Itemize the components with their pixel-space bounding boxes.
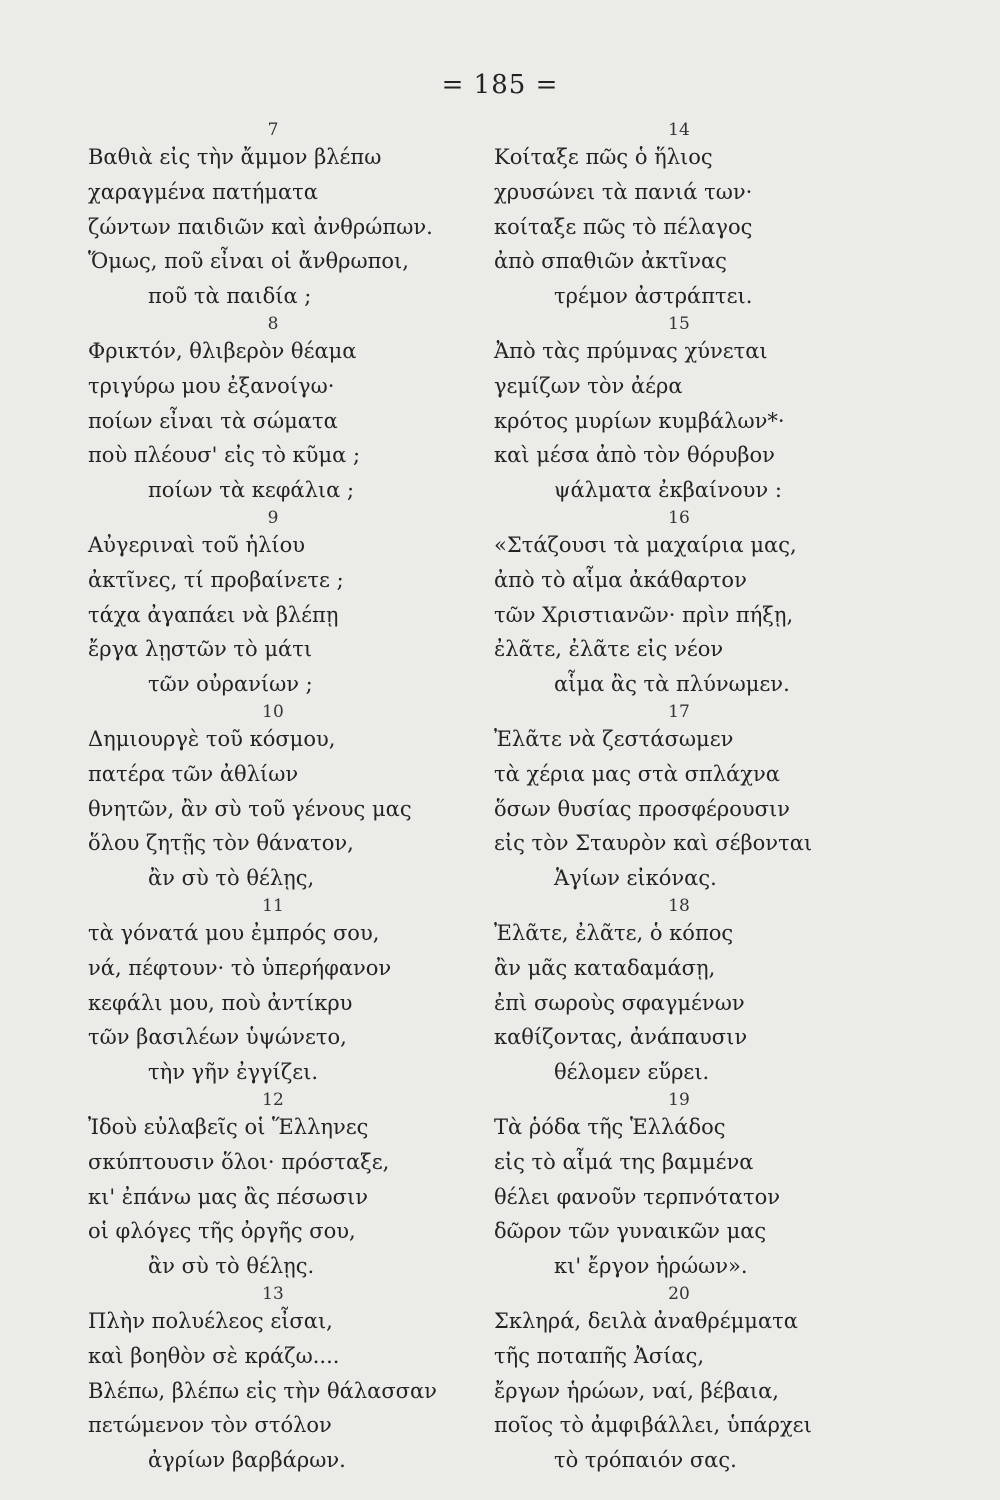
verse-line: σκύπτουσιν ὅλοι· πρόσταξε, [88, 1149, 390, 1174]
verse-line: τὰ γόνατά μου ἐμπρός σου, [88, 920, 380, 945]
verse-line: Ἀπὸ τὰς πρύμνας χύνεται [494, 338, 768, 363]
stanza [494, 120, 874, 314]
stanza-number: 20 [668, 1283, 690, 1304]
stanza [88, 1090, 483, 1284]
verse-line: τρέμον ἀστράπτει. [554, 284, 753, 309]
verse-line: κι' ἔργον ἡρώων». [554, 1254, 748, 1279]
verse-line: ὅλου ζητῇς τὸν θάνατον, [88, 831, 354, 856]
verse-line: εἰς τὸ αἷμά της βαμμένα [494, 1149, 754, 1174]
verse-line: θέλει φανοῦν τερπνότατον [494, 1184, 781, 1209]
verse-line: τὴν γῆν ἐγγίζει. [148, 1060, 318, 1085]
verse-line: ὅσων θυσίας προσφέρουσιν [494, 796, 790, 821]
stanza-number: 15 [668, 313, 690, 334]
verse-line: ζώντων παιδιῶν καὶ ἀνθρώπων. [88, 214, 433, 239]
verse-line: τὰ χέρια μας στὰ σπλάχνα [494, 761, 780, 786]
verse-line: τῶν Χριστιανῶν· πρὶν πήξῃ, [494, 602, 794, 627]
stanza-number: 9 [267, 507, 279, 528]
verse-line: γεμίζων τὸν ἀέρα [494, 373, 683, 398]
verse-line: δῶρον τῶν γυναικῶν μας [494, 1219, 767, 1244]
stanza [88, 702, 483, 896]
verse-line: ποίων εἶναι τὰ σώματα [88, 408, 338, 433]
verse-line: εἰς τὸν Σταυρὸν καὶ σέβονται [494, 831, 813, 856]
verse-line: κι' ἐπάνω μας ἂς πέσωσιν [88, 1184, 368, 1209]
verse-line: ποὺ πλέουσ' εἰς τὸ κῦμα ; [88, 443, 361, 468]
verse-line: Αὐγεριναὶ τοῦ ἡλίου [88, 532, 306, 557]
stanza [88, 1284, 483, 1478]
verse-line: ποῦ τὰ παιδία ; [148, 284, 312, 309]
stanza [88, 120, 483, 314]
verse-line: ἀπὸ τὸ αἷμα ἀκάθαρτον [494, 567, 747, 592]
verse-line: τῆς ποταπῆς Ἀσίας, [494, 1343, 705, 1368]
verse-line: θέλομεν εὕρει. [554, 1060, 710, 1085]
verse-line: ἂν σὺ τὸ θέλῃς. [148, 1254, 315, 1279]
stanza-number: 18 [668, 895, 690, 916]
verse-line: ψάλματα ἐκβαίνουν : [554, 478, 782, 503]
verse-line: Βαθιὰ εἰς τὴν ἄμμον βλέπω [88, 145, 382, 169]
verse-line: ποίων τὰ κεφάλια ; [148, 478, 355, 503]
stanza [88, 896, 483, 1090]
verse-line: Κοίταξε πῶς ὁ ἥλιος [494, 145, 713, 169]
page-number: = 185 = [441, 70, 559, 100]
verse-line: πατέρα τῶν ἀθλίων [88, 761, 299, 786]
verse-line: καθίζοντας, ἀνάπαυσιν [494, 1025, 748, 1050]
verse-line: Ὅμως, ποῦ εἶναι οἱ ἄνθρωποι, [88, 249, 409, 274]
verse-line: χρυσώνει τὰ πανιά των· [494, 179, 753, 204]
verse-line: χαραγμένα πατήματα [88, 179, 318, 204]
verse-line: Ἐλᾶτε νὰ ζεστάσωμεν [494, 726, 734, 751]
verse-line: νά, πέφτουν· τὸ ὑπερήφανον [88, 955, 392, 980]
verse-line: κρότος μυρίων κυμβάλων*· [494, 408, 785, 433]
verse-line: ἐπὶ σωροὺς σφαγμένων [494, 990, 745, 1015]
verse-line: καὶ μέσα ἀπὸ τὸν θόρυβον [494, 443, 775, 468]
verse-line: Ἰδοὺ εὐλαβεῖς οἱ Ἕλληνες [88, 1114, 369, 1139]
stanza [494, 314, 874, 508]
verse-line: τάχα ἀγαπάει νὰ βλέπῃ [88, 602, 339, 627]
stanza [494, 1090, 874, 1284]
verse-line: οἱ φλόγες τῆς ὀργῆς σου, [88, 1219, 356, 1244]
verse-line: ἔργων ἡρώων, ναί, βέβαια, [494, 1378, 779, 1403]
verse-line: τῶν βασιλέων ὑψώνετο, [88, 1025, 347, 1050]
stanza [88, 508, 483, 702]
stanza-number: 13 [262, 1283, 284, 1304]
verse-line: τῶν οὐρανίων ; [148, 672, 313, 697]
verse-line: Δημιουργὲ τοῦ κόσμου, [88, 726, 336, 751]
stanza [494, 508, 874, 702]
verse-line: τὸ τρόπαιόν σας. [554, 1448, 737, 1473]
stanza-number: 10 [262, 701, 284, 722]
stanza [494, 896, 874, 1090]
verse-line: ἀπὸ σπαθιῶν ἀκτῖνας [494, 249, 727, 274]
verse-line: καὶ βοηθὸν σὲ κράζω.... [88, 1343, 340, 1368]
stanza [494, 702, 874, 896]
left-column [88, 120, 483, 1478]
stanza [494, 1284, 874, 1478]
stanza-number: 7 [267, 120, 279, 140]
stanza-number: 8 [267, 313, 279, 334]
verse-line: «Στάζουσι τὰ μαχαίρια μας, [494, 532, 797, 557]
right-column [494, 120, 874, 1478]
verse-line: ἂν μᾶς καταδαμάσῃ, [494, 955, 716, 980]
stanza-number: 16 [668, 507, 690, 528]
verse-line: αἷμα ἂς τὰ πλύνωμεν. [554, 672, 790, 697]
verse-line: κοίταξε πῶς τὸ πέλαγος [494, 214, 753, 239]
verse-line: ποῖος τὸ ἀμφιβάλλει, ὑπάρχει [494, 1413, 812, 1438]
verse-line: πετώμενον τὸν στόλον [88, 1413, 332, 1438]
verse-line: κεφάλι μου, ποὺ ἀντίκρυ [88, 990, 353, 1015]
stanza-number: 17 [668, 701, 690, 722]
stanza-number: 19 [668, 1089, 690, 1110]
stanza [88, 314, 483, 508]
verse-line: τριγύρω μου ἐξανοίγω· [88, 373, 335, 398]
verse-line: θνητῶν, ἂν σὺ τοῦ γένους μας [88, 796, 412, 821]
verse-line: Σκληρά, δειλὰ ἀναθρέμματα [494, 1308, 798, 1333]
stanza-number: 12 [262, 1089, 284, 1110]
verse-line: ἀκτῖνες, τί προβαίνετε ; [88, 567, 344, 592]
stanza-number: 14 [668, 120, 690, 140]
verse-line: ἐλᾶτε, ἐλᾶτε εἰς νέον [494, 637, 724, 662]
verse-line: ἀγρίων βαρβάρων. [148, 1448, 346, 1473]
verse-line: ἔργα λῃστῶν τὸ μάτι [88, 637, 313, 662]
verse-line: Ἐλᾶτε, ἐλᾶτε, ὁ κόπος [494, 920, 734, 945]
stanza-number: 11 [262, 895, 284, 916]
verse-line: ἂν σὺ τὸ θέλῃς, [148, 866, 315, 891]
verse-line: Ἁγίων εἰκόνας. [554, 866, 717, 891]
verse-line: Βλέπω, βλέπω εἰς τὴν θάλασσαν [88, 1378, 437, 1403]
verse-line: Πλὴν πολυέλεος εἶσαι, [88, 1308, 333, 1333]
verse-line: Τὰ ῥόδα τῆς Ἑλλάδος [494, 1114, 726, 1139]
verse-line: Φρικτόν, θλιβερὸν θέαμα [88, 338, 357, 363]
